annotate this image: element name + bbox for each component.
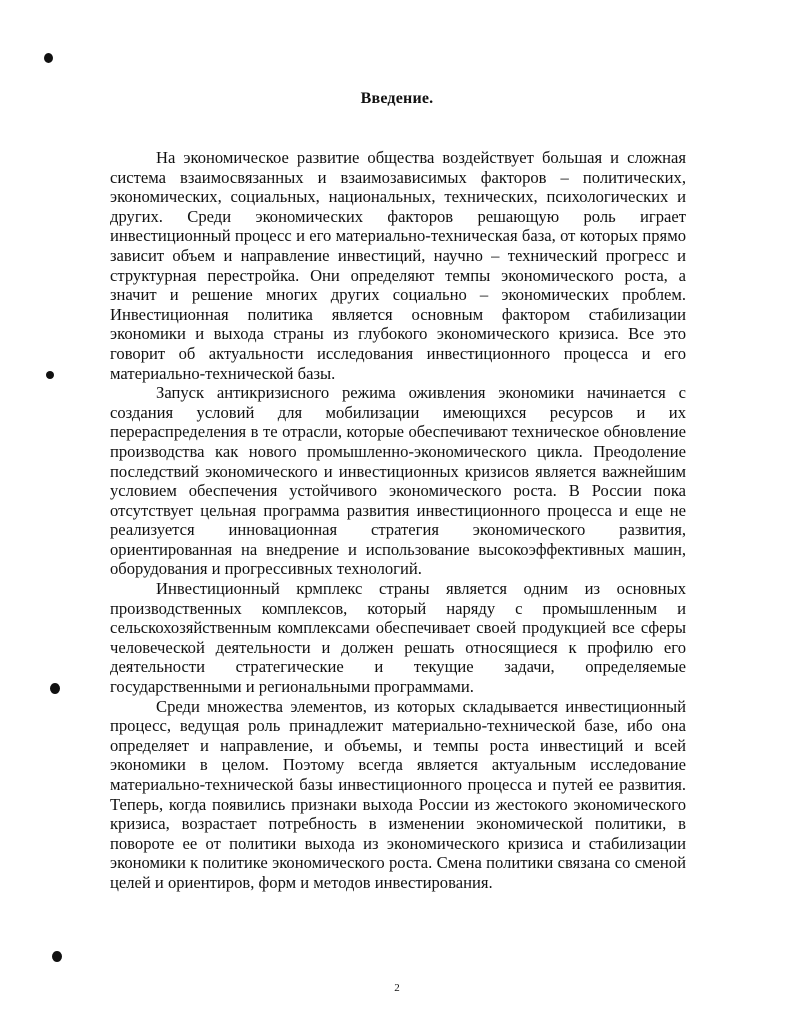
punch-hole-mark (52, 951, 62, 962)
paragraph: Инвестиционный крмплекс страны является одним из основных производственных комплексов, который наряду с промышленным и сельскохозяйственным комплексами обеспечивает своей продукцией все сферы человеческой деятельности и должен решать относящиеся к профилю его деятельности стратегические и текущие задачи, определяемые государственными и региональными программами. (110, 579, 686, 697)
punch-hole-mark (46, 371, 54, 379)
page-number: 2 (394, 982, 400, 994)
paragraph: На экономическое развитие общества воздействует большая и сложная система взаимосвязанных и взаимозависимых факторов – политических, экономических, социальных, национальных, технических, психологических и других. Среди экономических факторов решающую роль играет инвестиционный процесс и его материально-техническая база, от которых прямо зависит объем и направление инвестиций, научно – технический прогресс и структурная перестройка. Они определяют темпы экономического роста, а значит и решение многих других социально – экономических проблем. Инвестиционная политика является основным фактором стабилизации экономики и выхода страны из глубокого экономического кризиса. Все это говорит об актуальности исследования инвестиционного процесса и его материально-технической базы. (110, 148, 686, 383)
paragraph: Среди множества элементов, из которых складывается инвестиционный процесс, ведущая роль принадлежит материально-технической базе, ибо она определяет и направление, и объемы, и темпы роста инвестиций и всей экономики в целом. Поэтому всегда является актуальным исследование материально-технической базы инвестиционного процесса и путей ее развития. Теперь, когда появились признаки выхода России из жестокого экономического кризиса, возрастает потребность в изменении экономической политики, в повороте ее от политики выхода из экономического кризиса и стабилизации экономики к политике экономического роста. Смена политики связана со сменой целей и ориентиров, форм и методов инвестирования. (110, 696, 686, 892)
punch-hole-mark (44, 53, 53, 63)
page-title: Введение. (360, 90, 434, 107)
document-body (110, 148, 686, 893)
punch-hole-mark (50, 683, 60, 694)
paragraph: Запуск антикризисного режима оживления экономики начинается с создания условий для мобилизации имеющихся ресурсов и их перераспределения в те отрасли, которые обеспечивают техническое обновление производства как нового промышленно-экономического цикла. Преодоление последствий экономического и инвестиционных кризисов является важнейшим условием обеспечения устойчивого экономического роста. В России пока отсутствует цельная программа развития инвестиционного процесса и еще не реализуется инновационная стратегия экономического развития, ориентированная на внедрение и использование высокоэффективных машин, оборудования и прогрессивных технологий. (110, 383, 686, 579)
